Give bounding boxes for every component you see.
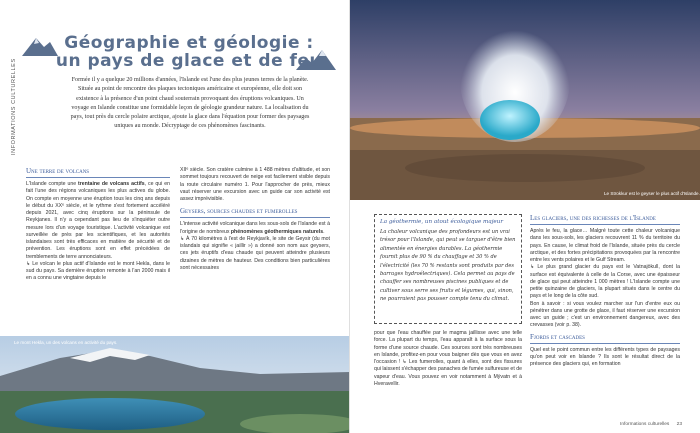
col2-paragraph-2: L'intense activité volcanique dans les sous-sols de l'Islande est à l'origine de nombreux phénomènes géothermiques naturels. [180,221,330,235]
volcans-paragraph-2: ↳ Le volcan le plus actif d'Islande est le mont Hekla, dans le sud du pays. Sa dernière éruption remonte à l'an 2000 mais il en a connu une vingtaine depuis le [26,260,170,282]
page-number: 23 [676,422,683,427]
heading-rule [530,224,680,225]
column-sources [374,330,522,388]
callout-heading: La géothermie, un atout écologique majeur [380,219,504,225]
glaciers-paragraph-1: Après le feu, la glace… Malgré toute cette chaleur volcanique dans les sous-sols, les glaciers recouvrent 11 % du territoire du pays. En cause, le climat froid de l'Islande, située près du cercle arctique, et des fortes précipitations provoquées par la rencontre entre les vents polaires et le Gulf Stream. [530,228,680,263]
heading-rule [530,343,680,344]
col2-paragraph-3: ↳ À 70 kilomètres à l'est de Reykjavík, le site de Geysir (du mot islandais qui signifie « jaillir ») a donné son nom aux geysers, ces jets éruptifs d'eau chaude qui peuvent atteindre plusieurs dizaines de mètres de hauteur. Des conditions bien particulières sont nécessaires [180,235,330,271]
column-glaciers [530,214,680,368]
column-geysers [180,167,330,272]
column-volcans [26,167,170,283]
heading-rule [180,217,330,218]
footer-label: Informations culturelles [620,422,670,427]
heading-geysers: Geysers, sources chaudes et fumerolles [180,207,298,216]
heading-fjords: Fjords et cascades [530,332,585,341]
hekla-caption: Le mont Hekla, un des volcans en activité du pays. [14,340,118,345]
glaciers-paragraph-3: Bon à savoir : si vous voulez marcher sur l'un d'entre eux ou pénétrer dans une grotte de glace, il faut réserver une excursion avec un guide ; c'est un environnement dangereux, avec des crevasses (voir p. 38). [530,300,680,329]
page-title: Géographie et géologie : un pays de glace et de feu [55,33,323,71]
geothermie-callout [374,214,522,324]
glaciers-paragraph-2: ↳ Le plus grand glacier du pays est le Vatnajökull, dont la surface est équivalente à celle de la Corse, avec une épaisseur de glace qui peut atteindre 1 000 mètres ! L'Islande compte une petite quinzaine de glaciers, la plupart situés dans le centre du pays et le long de la côte sud. [530,264,680,300]
heading-rule [26,177,170,178]
intro-paragraph: Formée il y a quelque 20 millions d'années, l'Islande est l'une des plus jeunes terres de la planète. Située au point de rencontre des plaques tectoniques américaine et européenne, elle doit son existence à la présence d'un point chaud souterrain provoquant des éruptions volcaniques. Un voyage en Islande constitue une formidable leçon de géologie grandeur nature. La localisation du pays, tout près du cercle polaire arctique, ajoute la glace dans l'équation pour former des paysages uniques au monde. Décryptage de ces phénomènes fascinants. [70,77,310,130]
heading-volcans: Une terre de volcans [26,167,90,175]
heading-glaciers: Les glaciers, une des richesses de l'Islande [530,214,656,222]
col2-paragraph-1: XIIᵉ siècle. Son cratère culmine à 1 488 mètres d'altitude, et son sommet toujours recouvert de neige est facilement visible depuis la route circulaire numéro 1. Pour l'approcher de près, mieux vaut réserver une excursion avec un guide car son activité est assez imprévisible. [180,167,330,202]
fjords-paragraph: Quel est le point commun entre les différents types de paysages qu'on peut voir en Islande ? Ils sont le résultat direct de la présence des glaciers qui, en formation [530,346,680,367]
col3-bottom-paragraph: pour que l'eau chauffée par le magma jaillisse avec une telle force. La plupart du temps, l'eau apparaît à la surface sous la forme d'une source chaude. Ces sources sont très nombreuses en Islande, profitez-en pour vous baigner dès que vous en avez l'occasion ! ↳ Les fumerolles, quant à elles, sont des fissures qui laissent s'échapper des panaches de fumée sulfureuse et de vapeur d'eau. Vous pouvez en voir notamment à Mývatn et à Hveravellir. [374,330,522,387]
callout-text: La chaleur volcanique des profondeurs est un vrai trésor pour l'Islande, qui peut se targuer d'être bien alimentée en énergies durables. La géothermie fournit plus de 90 % du chauffage et 30 % de l'électricité (les 70 % restants sont produits par des barrages hydroélectriques). Cela permet au pays de chauffer ses nombreuses piscines publiques et de cultiver sous serre ses fruits et légumes, qui, sinon, ne pourraient pas pousser compte tenu du climat. [380,229,516,303]
hekla-photo [0,336,350,433]
strokkur-photo [350,0,700,200]
footer [620,422,682,427]
side-label: INFORMATIONS CULTURELLES [11,58,17,155]
strokkur-caption: Le Strokkur est le geyser le plus actif d'Islande. [604,191,700,196]
volcans-paragraph-1: L'Islande compte une trentaine de volcans actifs, ce qui en fait l'une des régions volcaniques les plus actives du globe. On compte en moyenne une éruption tous les cinq ans depuis le début du XXᵉ siècle, et le rythme s'est fortement accéléré depuis 2021, avec cinq éruptions sur la péninsule de Reykjanes. Il n'y a cependant pas lieu de s'inquiéter outre mesure lors d'un voyage touristique. L'activité volcanique est surveillée de près par les scientifiques, et les autorités islandaises sont très efficaces en matière de sécurité et de prévention. Les éruptions sont en effet précédées de tremblements de terre annonciateurs. [26,181,170,260]
